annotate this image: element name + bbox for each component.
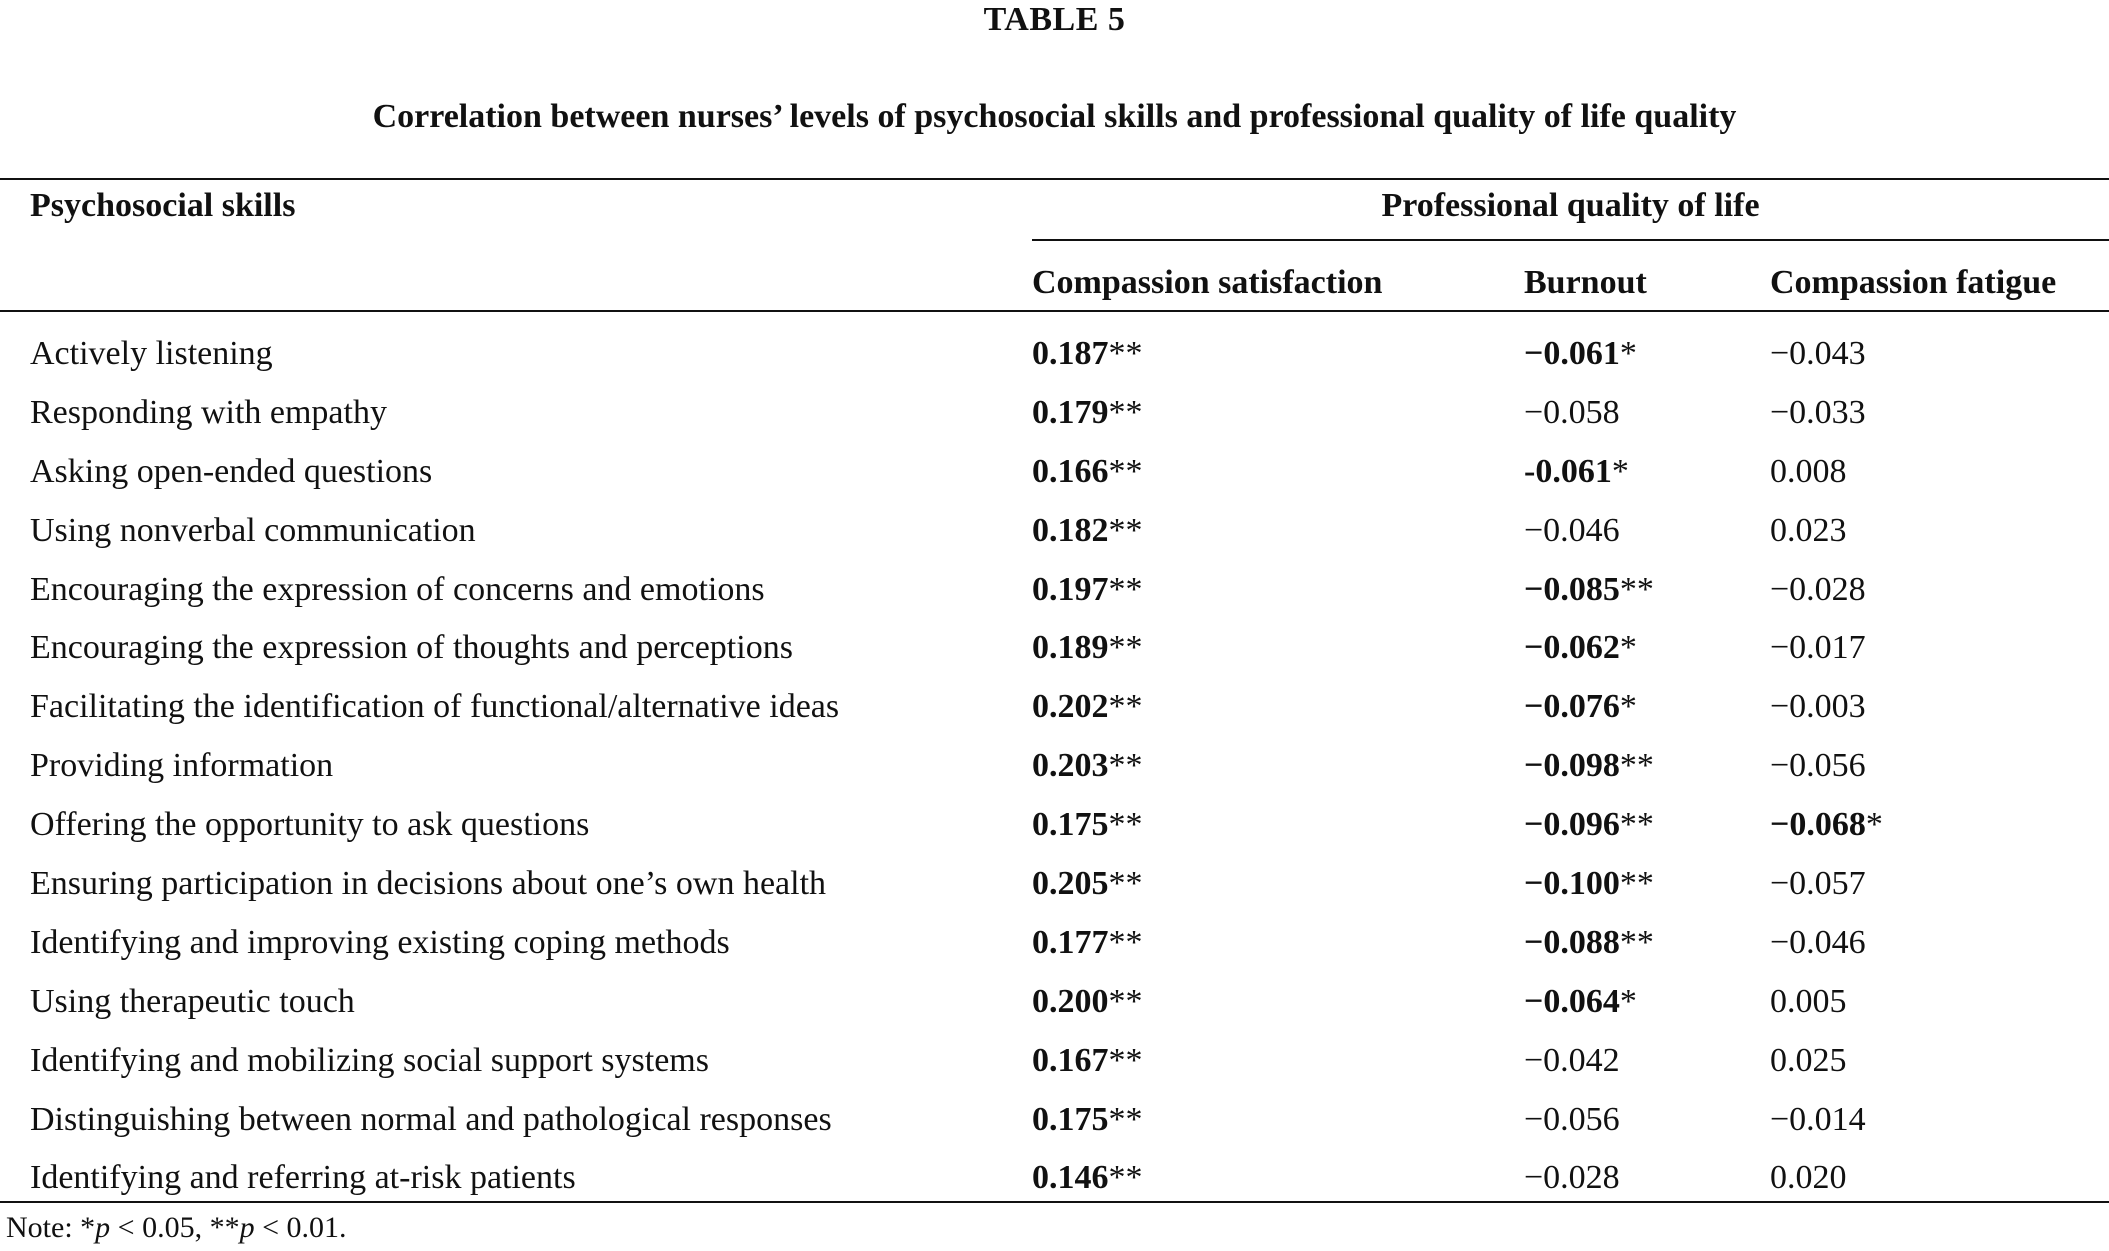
significance-marker: * <box>1611 452 1629 490</box>
correlation-value: −0.096 <box>1524 806 1620 844</box>
compassion-satisfaction-value <box>1032 1100 1143 1140</box>
note-star-single: * <box>80 1211 96 1244</box>
burnout-value <box>1524 982 1637 1022</box>
correlation-value: −0.098 <box>1524 747 1620 785</box>
column-header-compassion-fatigue: Compassion fatigue <box>1770 264 2057 301</box>
note-threshold-2: < 0.01. <box>254 1211 347 1244</box>
column-header-burnout: Burnout <box>1524 264 1647 301</box>
skill-label: Providing information <box>30 747 334 785</box>
compassion-satisfaction-value <box>1032 511 1143 551</box>
table-row <box>0 864 2109 923</box>
correlation-value: 0.025 <box>1770 1041 1847 1079</box>
burnout-value <box>1524 923 1654 963</box>
burnout-value <box>1524 1158 1620 1198</box>
compassion-fatigue-value <box>1770 982 1847 1022</box>
correlation-value: −0.068 <box>1770 806 1866 844</box>
correlation-value: 0.175 <box>1032 1100 1109 1138</box>
table-row <box>0 570 2109 629</box>
significance-marker: ** <box>1108 982 1143 1020</box>
table-row <box>0 334 2109 393</box>
correlation-value: −0.003 <box>1770 688 1866 726</box>
correlation-value: -0.061 <box>1524 452 1612 490</box>
correlation-value: −0.076 <box>1524 688 1620 726</box>
compassion-satisfaction-value <box>1032 1041 1143 1081</box>
skill-label: Identifying and improving existing coping methods <box>30 923 730 961</box>
header-rule <box>0 310 2109 312</box>
compassion-fatigue-value <box>1770 923 1866 963</box>
compassion-fatigue-value <box>1770 864 1866 904</box>
top-rule <box>0 178 2109 180</box>
burnout-value <box>1524 805 1654 845</box>
correlation-value: −0.042 <box>1524 1041 1620 1079</box>
skill-label: Facilitating the identification of functional/alternative ideas <box>30 688 840 726</box>
correlation-value: 0.189 <box>1032 629 1109 667</box>
significance-marker: ** <box>1619 806 1654 844</box>
significance-marker: ** <box>1619 923 1654 961</box>
burnout-value <box>1524 628 1637 668</box>
correlation-value: 0.175 <box>1032 806 1109 844</box>
significance-marker: ** <box>1108 1100 1143 1138</box>
correlation-value: 0.005 <box>1770 982 1847 1020</box>
table-row <box>0 628 2109 687</box>
correlation-value: −0.058 <box>1524 393 1620 431</box>
table-row <box>0 393 2109 452</box>
table-row <box>0 923 2109 982</box>
correlation-value: −0.014 <box>1770 1100 1866 1138</box>
correlation-value: 0.203 <box>1032 747 1109 785</box>
burnout-value <box>1524 864 1654 904</box>
correlation-value: 0.179 <box>1032 393 1109 431</box>
table-caption: Correlation between nurses’ levels of psychosocial skills and professional quality of life quality <box>372 98 1737 135</box>
skill-label: Encouraging the expression of thoughts and perceptions <box>30 629 793 667</box>
compassion-fatigue-value <box>1770 1041 1847 1081</box>
significance-marker: ** <box>1108 511 1143 549</box>
compassion-fatigue-value <box>1770 511 1847 551</box>
correlation-value: 0.008 <box>1770 452 1847 490</box>
correlation-value: 0.167 <box>1032 1041 1109 1079</box>
correlation-value: 0.146 <box>1032 1159 1109 1197</box>
correlation-value: 0.020 <box>1770 1159 1847 1197</box>
compassion-satisfaction-value <box>1032 687 1143 727</box>
note-p-1: p <box>95 1211 111 1244</box>
significance-marker: ** <box>1108 452 1143 490</box>
skill-label: Distinguishing between normal and pathological responses <box>30 1100 832 1138</box>
note-p-2: p <box>239 1211 255 1244</box>
table-row <box>0 1041 2109 1100</box>
group-rule <box>1032 239 2109 241</box>
correlation-value: −0.017 <box>1770 629 1866 667</box>
compassion-satisfaction-value <box>1032 1158 1143 1198</box>
table-row <box>0 1100 2109 1159</box>
correlation-value: 0.202 <box>1032 688 1109 726</box>
correlation-value: −0.056 <box>1524 1100 1620 1138</box>
table-row <box>0 511 2109 570</box>
significance-marker: ** <box>1108 865 1143 903</box>
skill-label: Identifying and referring at-risk patients <box>30 1159 576 1197</box>
correlation-value: −0.085 <box>1524 570 1620 608</box>
correlation-value: −0.061 <box>1524 335 1620 372</box>
compassion-satisfaction-value <box>1032 334 1143 374</box>
correlation-value: 0.182 <box>1032 511 1109 549</box>
table-row <box>0 805 2109 864</box>
significance-marker: ** <box>1619 747 1654 785</box>
correlation-value: 0.187 <box>1032 335 1109 372</box>
table-row <box>0 452 2109 511</box>
significance-marker: * <box>1865 806 1883 844</box>
skill-label: Ensuring participation in decisions about one’s own health <box>30 865 827 903</box>
significance-marker: ** <box>1619 570 1654 608</box>
correlation-value: −0.088 <box>1524 923 1620 961</box>
skill-label: Using therapeutic touch <box>30 982 355 1020</box>
group-header: Professional quality of life <box>1381 187 1760 224</box>
burnout-value <box>1524 334 1637 374</box>
compassion-satisfaction-value <box>1032 570 1143 610</box>
note-star-double: ** <box>209 1211 240 1244</box>
skill-label: Using nonverbal communication <box>30 511 476 549</box>
correlation-value: −0.046 <box>1770 923 1866 961</box>
burnout-value <box>1524 1100 1620 1140</box>
burnout-value <box>1524 746 1654 786</box>
correlation-value: 0.177 <box>1032 923 1109 961</box>
skill-label: Identifying and mobilizing social support systems <box>30 1041 709 1079</box>
significance-marker: ** <box>1108 1159 1143 1197</box>
significance-marker: ** <box>1108 923 1143 961</box>
correlation-value: −0.064 <box>1524 982 1620 1020</box>
compassion-satisfaction-value <box>1032 628 1143 668</box>
compassion-satisfaction-value <box>1032 393 1143 433</box>
compassion-satisfaction-value <box>1032 452 1143 492</box>
significance-marker: ** <box>1108 393 1143 431</box>
compassion-fatigue-value <box>1770 570 1866 610</box>
table-label: TABLE 5 <box>983 1 1126 38</box>
burnout-value <box>1524 570 1654 610</box>
skill-label: Asking open-ended questions <box>30 452 433 490</box>
compassion-fatigue-value <box>1770 746 1866 786</box>
correlation-value: 0.200 <box>1032 982 1109 1020</box>
compassion-fatigue-value <box>1770 1158 1847 1198</box>
compassion-satisfaction-value <box>1032 864 1143 904</box>
skill-label: Responding with empathy <box>30 393 387 431</box>
compassion-fatigue-value <box>1770 452 1847 492</box>
note-prefix: Note: <box>6 1211 81 1244</box>
compassion-fatigue-value <box>1770 393 1866 433</box>
skill-label: Encouraging the expression of concerns and emotions <box>30 570 765 608</box>
table-note <box>6 1210 347 1246</box>
compassion-satisfaction-value <box>1032 805 1143 845</box>
correlation-value: −0.028 <box>1770 570 1866 608</box>
column-header-compassion-satisfaction: Compassion satisfaction <box>1032 264 1383 301</box>
burnout-value <box>1524 687 1637 727</box>
bottom-rule <box>0 1201 2109 1203</box>
table-row <box>0 982 2109 1041</box>
significance-marker: * <box>1619 335 1637 372</box>
significance-marker: ** <box>1619 865 1654 903</box>
compassion-fatigue-value <box>1770 805 1883 845</box>
compassion-fatigue-value <box>1770 687 1866 727</box>
significance-marker: ** <box>1108 806 1143 844</box>
table-body <box>0 334 2109 1217</box>
compassion-fatigue-value <box>1770 334 1866 374</box>
significance-marker: * <box>1619 688 1637 726</box>
significance-marker: ** <box>1108 747 1143 785</box>
correlation-value: −0.028 <box>1524 1159 1620 1197</box>
row-header: Psychosocial skills <box>30 187 296 224</box>
table-row <box>0 1158 2109 1217</box>
significance-marker: ** <box>1108 570 1143 608</box>
correlation-value: 0.023 <box>1770 511 1847 549</box>
correlation-value: 0.205 <box>1032 865 1109 903</box>
significance-marker: ** <box>1108 688 1143 726</box>
correlation-value: −0.046 <box>1524 511 1620 549</box>
correlation-value: 0.197 <box>1032 570 1109 608</box>
skill-label: Offering the opportunity to ask questions <box>30 806 590 844</box>
significance-marker: ** <box>1108 629 1143 667</box>
correlation-value: −0.056 <box>1770 747 1866 785</box>
correlation-value: 0.166 <box>1032 452 1109 490</box>
burnout-value <box>1524 511 1620 551</box>
skill-label: Actively listening <box>30 335 273 372</box>
correlation-value: −0.057 <box>1770 865 1866 903</box>
burnout-value <box>1524 1041 1620 1081</box>
correlation-value: −0.033 <box>1770 393 1866 431</box>
correlation-value: −0.062 <box>1524 629 1620 667</box>
compassion-fatigue-value <box>1770 1100 1866 1140</box>
compassion-satisfaction-value <box>1032 982 1143 1022</box>
significance-marker: * <box>1619 629 1637 667</box>
compassion-satisfaction-value <box>1032 923 1143 963</box>
burnout-value <box>1524 393 1620 433</box>
compassion-fatigue-value <box>1770 628 1866 668</box>
correlation-value: −0.100 <box>1524 865 1620 903</box>
significance-marker: ** <box>1108 335 1143 372</box>
burnout-value <box>1524 452 1629 492</box>
note-threshold-1: < 0.05, <box>110 1211 210 1244</box>
table-row <box>0 746 2109 805</box>
correlation-value: −0.043 <box>1770 335 1866 372</box>
table-row <box>0 687 2109 746</box>
significance-marker: ** <box>1108 1041 1143 1079</box>
significance-marker: * <box>1619 982 1637 1020</box>
compassion-satisfaction-value <box>1032 746 1143 786</box>
